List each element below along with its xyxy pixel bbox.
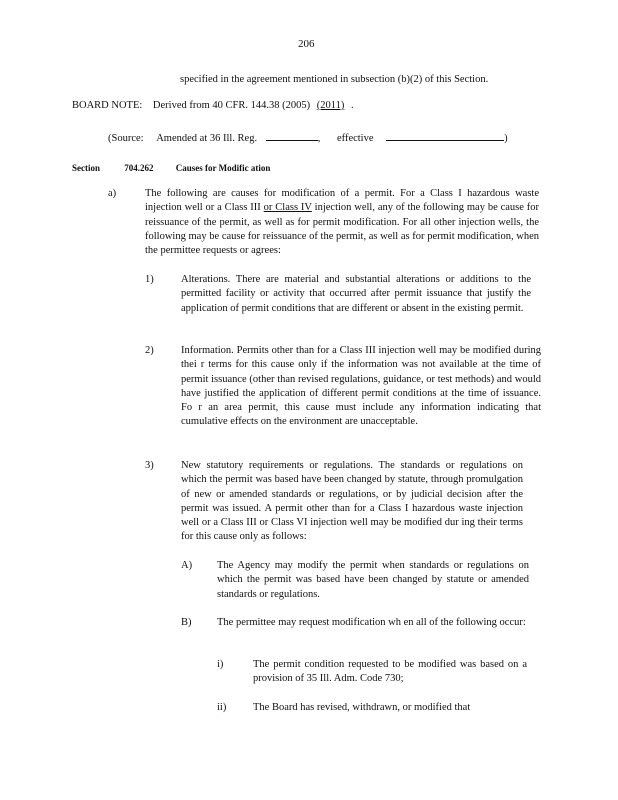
reg-blank: [266, 130, 318, 141]
paragraph-a: [145, 187, 539, 258]
marker-B: B): [181, 617, 192, 628]
board-note: [72, 99, 354, 113]
sub-B-text: The permittee may request modification wh en all of the following occur:: [217, 617, 526, 628]
item-2-text: Information. Permits other than for a Class III injection well may be modified during thei r terms for this cause only if the information was not available at the time of permit issuance (other than revised regulations, guidance, or test methods) and would have justified the application of different permit conditions at the time of issuance. Fo r an area permit, this cause must include any information indicating that cumulative effects on the environment are unacceptable.: [181, 345, 541, 428]
continuation-line: specified in the agreement mentioned in subsection (b)(2) of this Section.: [180, 74, 489, 85]
subsub-i-text: The permit condition requested to be modified was based on a provision of 35 Ill. Adm. Code 730;: [253, 659, 527, 685]
item-3-text: New statutory requirements or regulations. The standards or regulations on which the permit was based have been changed by statute, through promulgation of new or amended standards or regulations, or by judicial decision after the permit was issued. A permit other than for a Class I hazardous waste injection well or a Class III or Class VI injection well may be modified dur ing their terms for this cause only as follows:: [181, 460, 523, 543]
marker-A: A): [181, 560, 193, 571]
section-title: Causes for Modific ation: [175, 163, 271, 173]
subsub-ii-text: The Board has revised, withdrawn, or modified that: [253, 702, 471, 713]
section-number: 704.262: [124, 163, 154, 173]
section-label: Section: [72, 163, 100, 173]
source-close: ): [504, 133, 508, 144]
effective-blank: [386, 130, 504, 141]
board-note-text: Derived from 40 CFR. 144.38 (2005): [152, 100, 311, 111]
source-note: [108, 130, 508, 146]
section-heading: [72, 161, 270, 175]
marker-a: a): [108, 188, 117, 199]
page-number: 206: [298, 38, 315, 50]
paragraph-a-post: injection well, any of the following may be cause for reissuance of the permit, as well as for permit modification. For all other injection wells, the following may be cause for reissuance of the permit, as well as for permit modification, when the permittee requests or agrees:: [145, 202, 540, 257]
board-note-year: (2011): [316, 100, 345, 111]
marker-1: 1): [145, 274, 154, 285]
marker-ii: ii): [217, 702, 227, 713]
item-1-text: Alterations. There are material and substantial alterations or additions to the permitted facility or activity that occurred after permit issuance that justify the application of permit conditions that are different or absent in the existing permit.: [181, 274, 531, 314]
sub-A-text: The Agency may modify the permit when standards or regulations on which the permit was based have been changed by statute or amended standards or regulations.: [217, 560, 529, 600]
paragraph-a-pre: The following are causes for modification of a permit. For a Class I hazardous waste injection well or a Class III: [145, 188, 539, 214]
source-lead: (Source:: [108, 133, 144, 144]
source-amended: Amended at 36 Ill. Reg.: [156, 133, 258, 144]
board-note-end: .: [350, 100, 354, 111]
paragraph-a-insertion: or Class IV: [263, 202, 312, 214]
marker-2: 2): [145, 345, 154, 356]
board-note-label: BOARD NOTE:: [72, 100, 143, 111]
marker-i: i): [217, 659, 224, 670]
source-comma: ,: [317, 133, 321, 144]
source-effective: effective: [336, 133, 374, 144]
marker-3: 3): [145, 460, 154, 471]
